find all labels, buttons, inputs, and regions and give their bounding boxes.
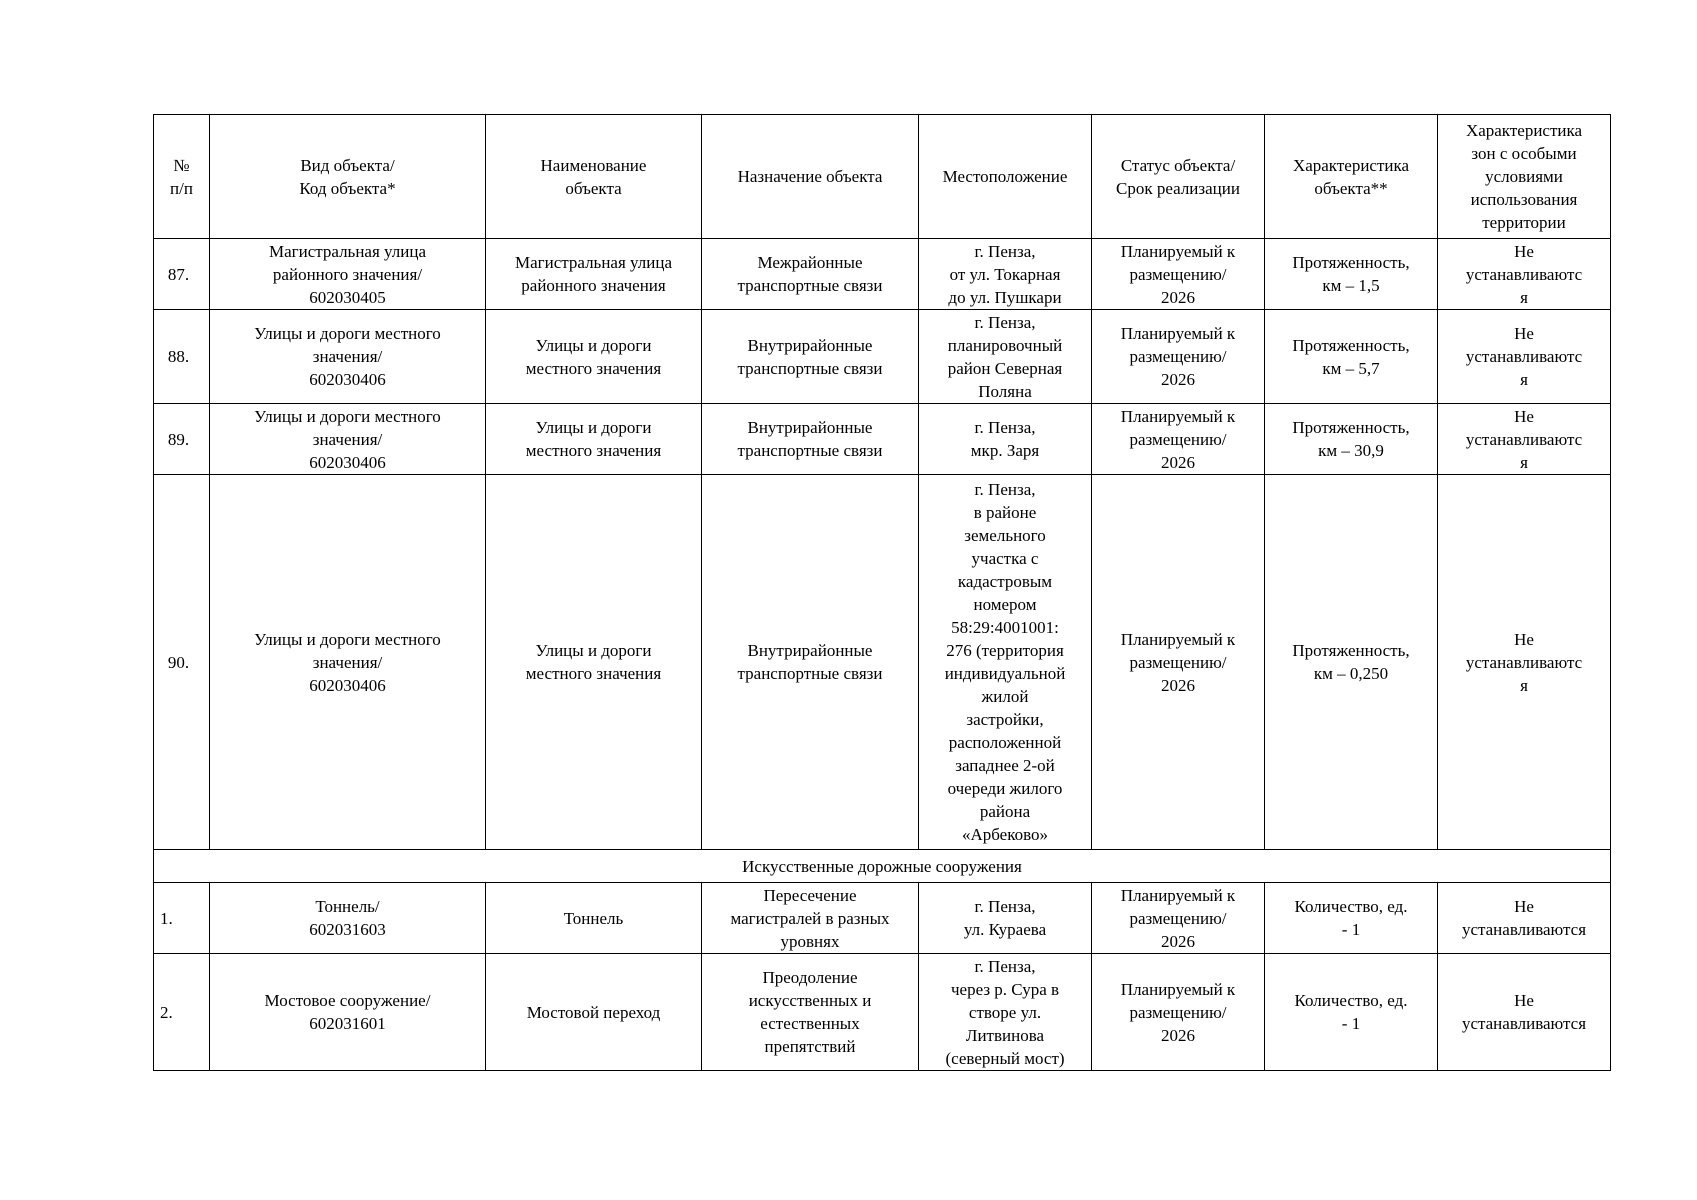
object-location: г. Пенза, планировочный район Северная Поляна	[919, 310, 1092, 404]
object-status: Планируемый к размещению/ 2026	[1092, 475, 1265, 850]
header-object-purpose: Назначение объекта	[702, 115, 919, 239]
table-row	[154, 404, 1611, 475]
row-number: 89.	[154, 404, 210, 475]
object-purpose: Внутрирайонные транспортные связи	[702, 404, 919, 475]
object-name: Улицы и дороги местного значения	[486, 404, 702, 475]
object-zones: Не устанавливаются	[1438, 883, 1611, 954]
object-name: Тоннель	[486, 883, 702, 954]
row-number: 2.	[154, 954, 210, 1071]
object-location: г. Пенза, через р. Сура в створе ул. Литвинова (северный мост)	[919, 954, 1092, 1071]
header-location: Местоположение	[919, 115, 1092, 239]
object-status: Планируемый к размещению/ 2026	[1092, 883, 1265, 954]
header-object-type-code: Вид объекта/ Код объекта*	[210, 115, 486, 239]
object-purpose: Внутрирайонные транспортные связи	[702, 310, 919, 404]
object-location: г. Пенза, от ул. Токарная до ул. Пушкари	[919, 239, 1092, 310]
table-row	[154, 310, 1611, 404]
object-characteristic: Протяженность, км – 5,7	[1265, 310, 1438, 404]
object-status: Планируемый к размещению/ 2026	[1092, 954, 1265, 1071]
header-special-zones: Характеристика зон с особыми условиями использования территории	[1438, 115, 1611, 239]
object-location: г. Пенза, мкр. Заря	[919, 404, 1092, 475]
object-zones: Не устанавливаютс я	[1438, 310, 1611, 404]
row-number: 88.	[154, 310, 210, 404]
object-zones: Не устанавливаютс я	[1438, 475, 1611, 850]
object-name: Улицы и дороги местного значения	[486, 475, 702, 850]
section-header-row	[154, 850, 1611, 883]
object-status: Планируемый к размещению/ 2026	[1092, 310, 1265, 404]
object-type-code: Улицы и дороги местного значения/ 602030406	[210, 404, 486, 475]
objects-table	[153, 114, 1611, 1071]
object-characteristic: Протяженность, км – 0,250	[1265, 475, 1438, 850]
table-header-row	[154, 115, 1611, 239]
row-number: 90.	[154, 475, 210, 850]
object-purpose: Внутрирайонные транспортные связи	[702, 475, 919, 850]
object-status: Планируемый к размещению/ 2026	[1092, 239, 1265, 310]
header-number: № п/п	[154, 115, 210, 239]
row-number: 1.	[154, 883, 210, 954]
object-name: Мостовой переход	[486, 954, 702, 1071]
object-zones: Не устанавливаются	[1438, 954, 1611, 1071]
object-type-code: Магистральная улица районного значения/ 602030405	[210, 239, 486, 310]
table-row	[154, 954, 1611, 1071]
object-zones: Не устанавливаютс я	[1438, 404, 1611, 475]
object-location: г. Пенза, в районе земельного участка с кадастровым номером 58:29:4001001: 276 (территория индивидуальной жилой застройки, расположенной западнее 2-ой очереди жилого района «Арбеково»	[919, 475, 1092, 850]
object-type-code: Тоннель/ 602031603	[210, 883, 486, 954]
table-row	[154, 475, 1611, 850]
object-type-code: Мостовое сооружение/ 602031601	[210, 954, 486, 1071]
object-zones: Не устанавливаютс я	[1438, 239, 1611, 310]
section-title: Искусственные дорожные сооружения	[154, 850, 1611, 883]
row-number: 87.	[154, 239, 210, 310]
object-status: Планируемый к размещению/ 2026	[1092, 404, 1265, 475]
object-name: Магистральная улица районного значения	[486, 239, 702, 310]
table-row	[154, 239, 1611, 310]
object-purpose: Пересечение магистралей в разных уровнях	[702, 883, 919, 954]
object-characteristic: Протяженность, км – 1,5	[1265, 239, 1438, 310]
object-location: г. Пенза, ул. Кураева	[919, 883, 1092, 954]
object-characteristic: Количество, ед. - 1	[1265, 883, 1438, 954]
object-characteristic: Протяженность, км – 30,9	[1265, 404, 1438, 475]
object-characteristic: Количество, ед. - 1	[1265, 954, 1438, 1071]
header-status-deadline: Статус объекта/ Срок реализации	[1092, 115, 1265, 239]
object-purpose: Межрайонные транспортные связи	[702, 239, 919, 310]
header-object-characteristic: Характеристика объекта**	[1265, 115, 1438, 239]
object-name: Улицы и дороги местного значения	[486, 310, 702, 404]
header-object-name: Наименование объекта	[486, 115, 702, 239]
table-row	[154, 883, 1611, 954]
object-type-code: Улицы и дороги местного значения/ 602030406	[210, 475, 486, 850]
object-purpose: Преодоление искусственных и естественных препятствий	[702, 954, 919, 1071]
object-type-code: Улицы и дороги местного значения/ 602030406	[210, 310, 486, 404]
